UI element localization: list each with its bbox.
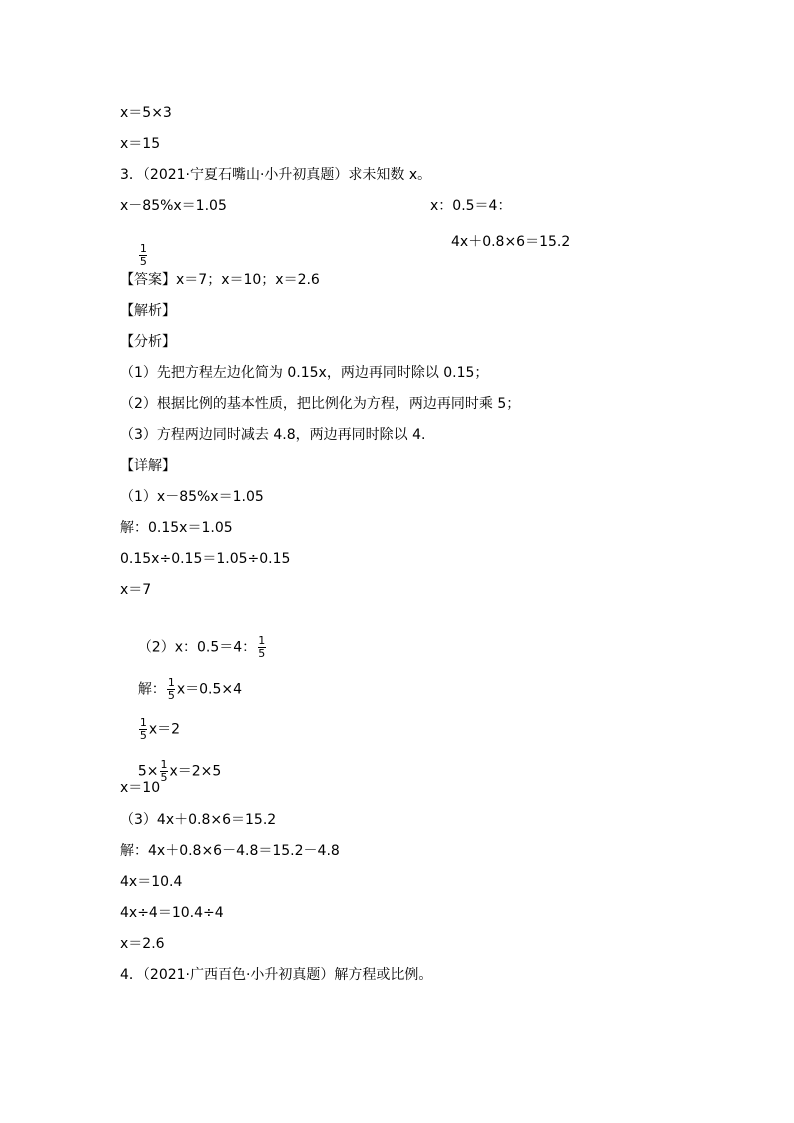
fraction-denominator: 5 [139,255,147,268]
solution-3-step: （3）4x＋0.8×6＝15.2 [120,812,277,828]
answer-line: 【答案】x＝7；x＝10；x＝2.6 [120,272,320,288]
solution-2-step: x＝10 [120,780,161,796]
analysis-2: （2）根据比例的基本性质，把比例化为方程，两边再同时乘 5； [120,396,521,412]
q3-equation-1: x－85%x＝1.05 [120,198,227,214]
solution-1-step: （1）x－85%x＝1.05 [120,489,264,505]
section-xiangjie: 【详解】 [120,458,176,474]
q3-equation-3: 4x＋0.8×6＝15.2 [451,234,571,250]
solution-3-step: 4x÷4＝10.4÷4 [120,905,224,921]
analysis-1: （1）先把方程左边化简为 0.15x，两边再同时除以 0.15； [120,365,489,381]
fraction-numerator: 1 [160,758,168,771]
fraction-numerator: 1 [139,242,147,255]
fraction-denominator: 5 [258,647,266,660]
text: 5× [137,763,159,780]
fraction-numerator: 1 [139,716,147,729]
text: x＝2×5 [169,763,222,780]
fraction [139,243,148,268]
solution-1-step: 0.15x÷0.15＝1.05÷0.15 [120,551,291,567]
solution-3-step: 解：4x＋0.8×6－4.8＝15.2－4.8 [120,843,340,859]
equation-line: x＝5×3 [120,105,172,121]
solution-1-step: x＝7 [120,582,152,598]
fraction-denominator: 5 [167,689,175,702]
question-3-title: 3．（2021·宁夏石嘴山·小升初真题）求未知数 x。 [120,167,432,183]
text: 解： [137,681,166,698]
fraction-numerator: 1 [167,676,175,689]
section-fenxi: 【分析】 [120,334,176,350]
equation-line: x＝15 [120,136,161,152]
fraction-denominator: 5 [160,771,168,784]
solution-1-step: 解：0.15x＝1.05 [120,520,233,536]
fraction [159,759,168,784]
fraction-numerator: 1 [258,634,266,647]
text: x＝2 [148,721,181,738]
section-jiexi: 【解析】 [120,303,176,319]
analysis-3: （3）方程两边同时减去 4.8，两边再同时除以 4. [120,427,426,443]
solution-3-step: 4x＝10.4 [120,874,183,890]
q3-equation-2: x：0.5＝4： [430,198,512,214]
solution-3-step: x＝2.6 [120,936,165,952]
fraction [257,635,266,660]
text: x＝0.5×4 [176,681,242,698]
text: （2）x：0.5＝4： [137,639,257,656]
fraction [139,717,148,742]
fraction-denominator: 5 [139,729,147,742]
question-4-title: 4．（2021·广西百色·小升初真题）解方程或比例。 [120,967,433,983]
